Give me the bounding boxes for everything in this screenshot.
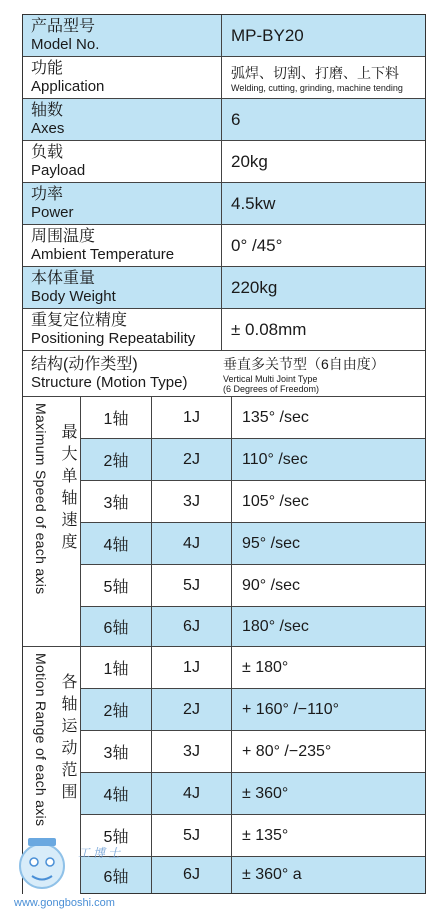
value-cell: 135° /sec [231, 397, 425, 438]
value: 6 [231, 109, 241, 129]
speed-label-zh: 最大单轴速度 [59, 423, 76, 555]
value-cell: ± 360° a [231, 857, 425, 893]
spec-row-axes [23, 99, 425, 141]
value-cell: 105° /sec [231, 481, 425, 522]
label-en: Application [31, 78, 105, 95]
label-zh: 重复定位精度 [31, 312, 128, 329]
watermark-url: www.gongboshi.com [14, 897, 115, 909]
label-en: Power [31, 204, 74, 221]
joint-cell: 5J [151, 565, 231, 606]
value-en-2: (6 Degrees of Freedom) [223, 383, 320, 394]
range-row [81, 689, 425, 731]
speed-row [81, 523, 425, 565]
joint-cell: 1J [151, 647, 231, 688]
joint-cell: 2J [151, 439, 231, 480]
value: MP-BY20 [231, 25, 304, 45]
value-cell: ± 180° [231, 647, 425, 688]
spec-table [22, 14, 426, 894]
range-row [81, 647, 425, 689]
spec-row-weight [23, 267, 425, 309]
spec-row-temperature [23, 225, 425, 267]
value: ± 0.08mm [231, 319, 307, 339]
label-zh: 周围温度 [31, 228, 96, 245]
axis-cell: 2轴 [103, 703, 129, 720]
label-zh: 功率 [31, 186, 64, 203]
axis-cell: 6轴 [103, 868, 129, 886]
label-en: Structure (Motion Type) [31, 374, 188, 391]
speed-row [81, 565, 425, 607]
label-zh: 产品型号 [31, 18, 96, 35]
axis-cell: 2轴 [103, 453, 129, 470]
value: 弧焊、切割、打磨、上下料 [231, 64, 399, 81]
label-en: Payload [31, 162, 86, 179]
spec-row-repeatability [23, 309, 425, 351]
value-cell: 180° /sec [231, 607, 425, 646]
value-cell: 95° /sec [231, 523, 425, 564]
label-en: Model No. [31, 36, 100, 53]
label-zh: 结构(动作类型) [31, 356, 138, 373]
speed-row [81, 481, 425, 523]
range-row [81, 773, 425, 815]
value-cell: + 80° /−235° [231, 731, 425, 772]
watermark-name: 工博士 [78, 846, 124, 860]
value: 220kg [231, 277, 278, 297]
joint-cell: 6J [151, 607, 231, 646]
speed-label-en: Maximum Speed of each axis [33, 403, 49, 595]
value-cell: ± 135° [231, 815, 425, 856]
spec-row-application [23, 57, 425, 99]
joint-cell: 3J [151, 481, 231, 522]
axis-cell: 3轴 [103, 745, 129, 762]
joint-cell: 5J [151, 815, 231, 856]
axis-cell: 1轴 [103, 411, 129, 428]
label-zh: 本体重量 [31, 270, 96, 287]
value-en: Vertical Multi Joint Type [223, 373, 318, 384]
range-label-en: Motion Range of each axis [33, 653, 49, 827]
axis-cell: 6轴 [103, 620, 129, 637]
speed-section-label [23, 397, 81, 647]
value-en: Welding, cutting, grinding, machine tending [231, 82, 403, 93]
label-en: Axes [31, 120, 65, 137]
value: 垂直多关节型（6自由度） [223, 355, 385, 372]
value-cell: ± 360° [231, 773, 425, 814]
axis-cell: 1轴 [103, 661, 129, 678]
spec-row-model [23, 15, 425, 57]
range-label-zh: 各轴运动范围 [59, 673, 76, 805]
joint-cell: 6J [151, 857, 231, 893]
label-zh: 轴数 [31, 102, 64, 119]
joint-cell: 2J [151, 689, 231, 730]
axis-cell: 4轴 [103, 537, 129, 554]
axis-cell: 3轴 [103, 495, 129, 512]
spec-row-payload [23, 141, 425, 183]
watermark-logo-icon [10, 826, 140, 906]
joint-cell: 4J [151, 523, 231, 564]
joint-cell: 3J [151, 731, 231, 772]
value: 20kg [231, 151, 268, 171]
joint-cell: 1J [151, 397, 231, 438]
spec-row-power [23, 183, 425, 225]
range-row [81, 731, 425, 773]
speed-row [81, 607, 425, 647]
axis-cell: 5轴 [103, 829, 129, 846]
axis-cell: 5轴 [103, 579, 129, 596]
label-en: Positioning Repeatability [31, 330, 196, 347]
label-zh: 功能 [31, 60, 64, 77]
value-cell: + 160° /−110° [231, 689, 425, 730]
value: 0° /45° [231, 235, 283, 255]
speed-row [81, 439, 425, 481]
label-en: Body Weight [31, 288, 116, 305]
axis-cell: 4轴 [103, 787, 129, 804]
value-cell: 110° /sec [231, 439, 425, 480]
label-en: Ambient Temperature [31, 246, 175, 263]
label-zh: 负载 [31, 144, 64, 161]
spec-row-structure [23, 351, 425, 397]
joint-cell: 4J [151, 773, 231, 814]
value-cell: 90° /sec [231, 565, 425, 606]
value: 4.5kw [231, 193, 276, 213]
speed-row [81, 397, 425, 439]
